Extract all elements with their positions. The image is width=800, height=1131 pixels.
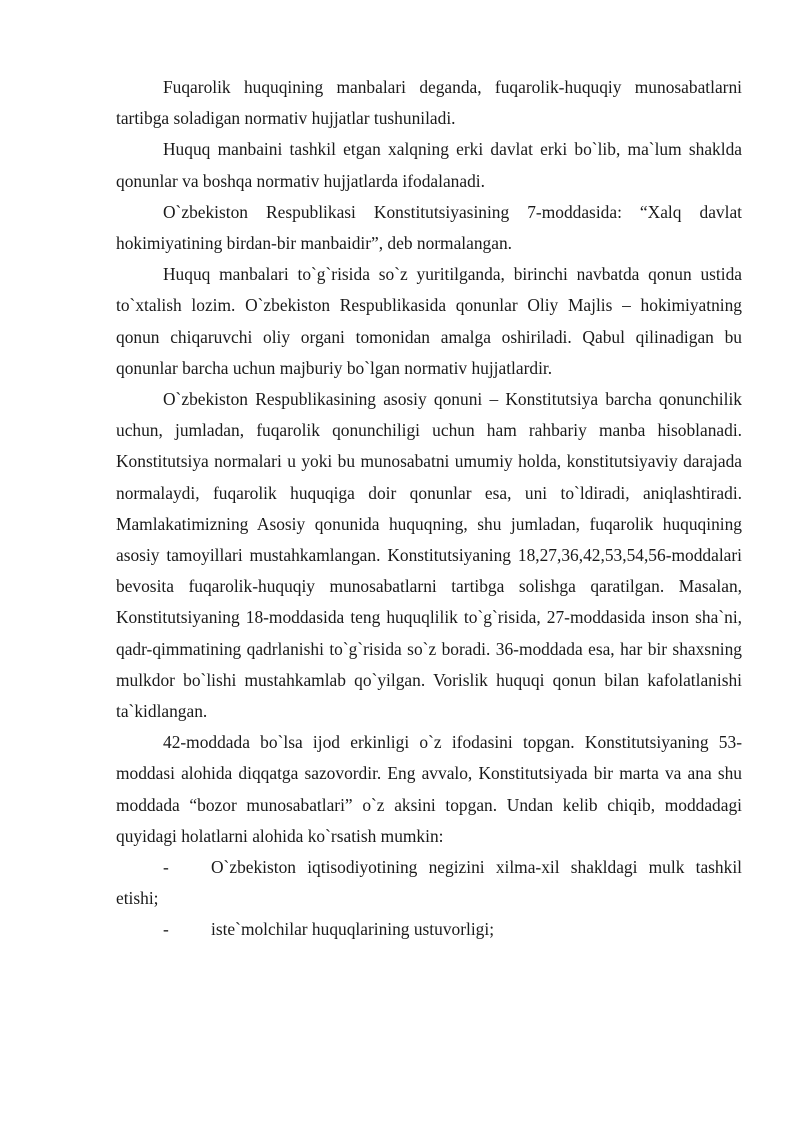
- list-dash: -: [163, 919, 169, 940]
- paragraph-will-of-people: Huquq manbaini tashkil etgan xalqning erki davlat erki bo`lib, ma`lum shaklda qonunlar va boshqa normativ hujjatlarda ifodalanadi.: [116, 139, 742, 191]
- list-dash: -: [163, 857, 169, 878]
- list-item: [116, 914, 742, 945]
- paragraph-laws: Huquq manbalari to`g`risida so`z yuritilganda, birinchi navbatda qonun ustida to`xtalish lozim. O`zbekiston Respublikasida qonunlar Oliy Majlis – hokimiyatning qonun chiqaruvchi oliy organi tomonidan amalga oshiriladi. Qabul qilinadigan bu qonunlar barcha uchun majburiy bo`lgan normativ hujjatlardir.: [116, 264, 742, 378]
- list-item: [116, 852, 742, 914]
- document-page: [116, 72, 742, 946]
- paragraph-sources-definition: Fuqarolik huquqining manbalari deganda, fuqarolik-huquqiy munosabatlarni tartibga soladigan normativ hujjatlar tushuniladi.: [116, 77, 742, 129]
- paragraph-article-42-53: 42-moddada bo`lsa ijod erkinligi o`z ifodasini topgan. Konstitutsiyaning 53-moddasi alohida diqqatga sazovordir. Eng avvalo, Konstitutsiyada bir marta va ana shu moddada “bozor munosabatlari” o`z aksini topgan. Undan kelib chiqib, moddadagi quyidagi holatlarni alohida ko`rsatish mumkin:: [116, 732, 742, 846]
- paragraph-article-7: O`zbekiston Respublikasi Konstitutsiyasining 7-moddasida: “Xalq davlat hokimiyatining birdan-bir manbaidir”, deb normalangan.: [116, 201, 742, 254]
- paragraph-constitution: O`zbekiston Respublikasining asosiy qonuni – Konstitutsiya barcha qonunchilik uchun, jumladan, fuqarolik qonunchiligi uchun ham rahbariy manba hisoblanadi. Konstitutsiya normalari u yoki bu munosabatni umumiy holda, konstitutsiyaviy darajada normalaydi, fuqarolik huquqiga doir qonunlar esa, uni to`ldiradi, aniqlashtiradi. Mamlakatimizning Asosiy qonunida huquqning, shu jumladan, fuqarolik huquqining asosiy tamoyillari mustahkamlangan. Konstitutsiyaning 18,27,36,42,53,54,56-moddalari bevosita fuqarolik-huquqiy munosabatlarni tartibga solishga qaratilgan. Masalan, Konstitutsiyaning 18-moddasida teng huquqlilik to`g`risida, 27-moddasida inson sha`ni, qadr-qimmatining qadrlanishi to`g`risida so`z boradi. 36-moddada esa, har bir shaxsning mulkdor bo`lishi mustahkamlab qo`yilgan. Vorislik huquqi qonun bilan kafolatlanishi ta`kidlangan.: [116, 389, 742, 722]
- list-item-text: O`zbekiston iqtisodiyotining negizini xilma-xil shakldagi mulk tashkil etishi;: [116, 857, 742, 909]
- list-item-text: iste`molchilar huquqlarining ustuvorligi;: [211, 919, 495, 940]
